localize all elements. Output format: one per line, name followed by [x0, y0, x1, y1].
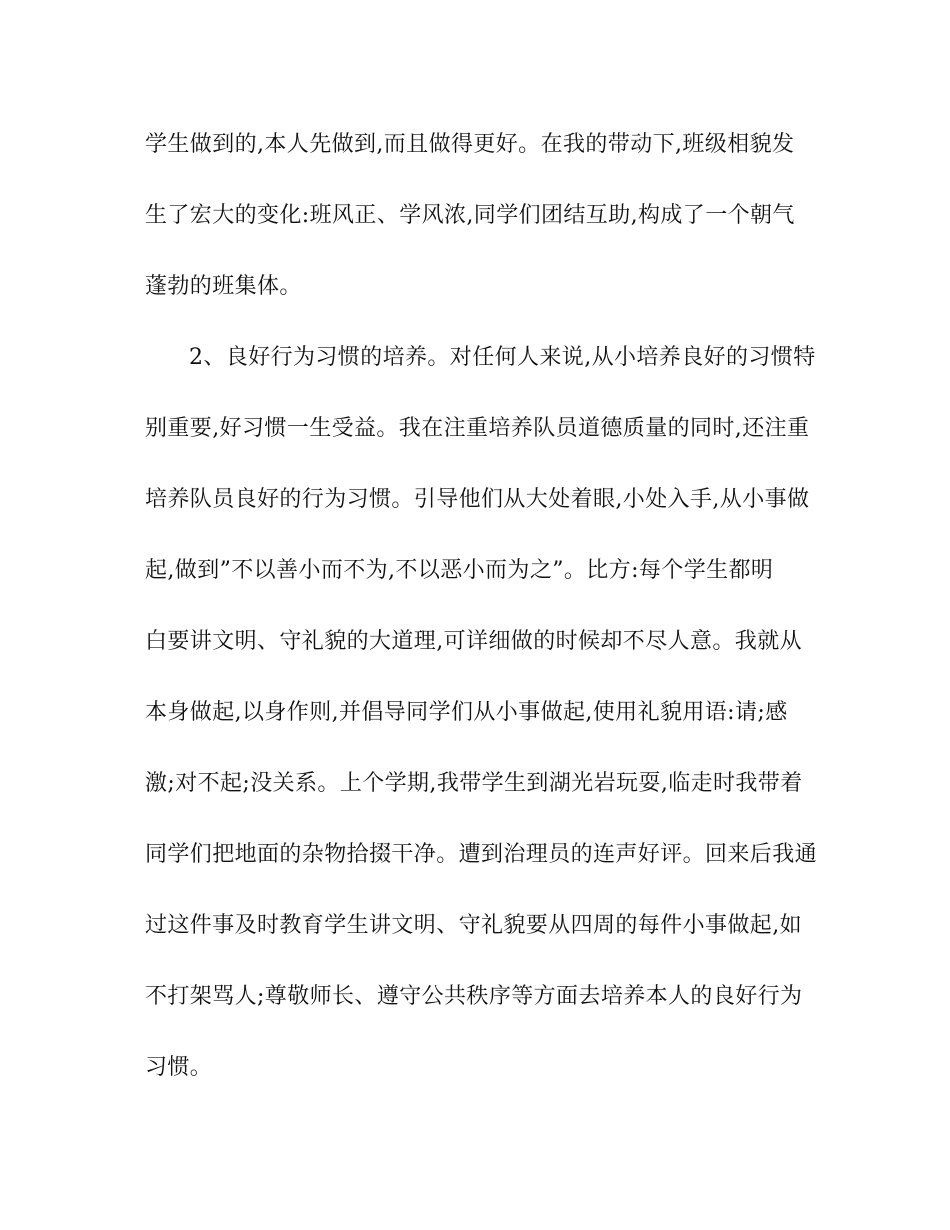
text-line: 2、良好行为习惯的培养。对任何人来说,从小培养良好的习惯特	[189, 345, 816, 370]
text-line: 本身做起,以身作则,并倡导同学们从小事做起,使用礼貌用语:请;感	[145, 700, 788, 725]
text-line: 培养队员良好的行为习惯。引导他们从大处着眼,小处入手,从小事做	[145, 487, 810, 512]
text-line: 学生做到的,本人先做到,而且做得更好。在我的带动下,班级相貌发	[145, 132, 795, 157]
text-line: 白要讲文明、守礼貌的大道理,可详细做的时候却不尽人意。我就从	[145, 629, 802, 654]
text-line: 别重要,好习惯一生受益。我在注重培养队员道德质量的同时,还注重	[145, 416, 810, 441]
text-line: 习惯。	[145, 1055, 213, 1080]
text-line: 生了宏大的变化:班风正、学风浓,同学们团结互助,构成了一个朝气	[145, 203, 795, 228]
text-line: 蓬勃的班集体。	[145, 274, 302, 299]
text-line: 过这件事及时教育学生讲文明、守礼貌要从四周的每件小事做起,如	[145, 913, 802, 938]
text-line: 起,做到”不以善小而不为,不以恶小而为之”。比方:每个学生都明	[145, 558, 774, 583]
text-line: 不打架骂人;尊敬师长、遵守公共秩序等方面去培养本人的良好行为	[145, 984, 803, 1009]
text-line: 同学们把地面的杂物拾掇干净。遭到治理员的连声好评。回来后我通	[145, 842, 818, 867]
text-line: 激;对不起;没关系。上个学期,我带学生到湖光岩玩耍,临走时我带着	[145, 771, 803, 796]
